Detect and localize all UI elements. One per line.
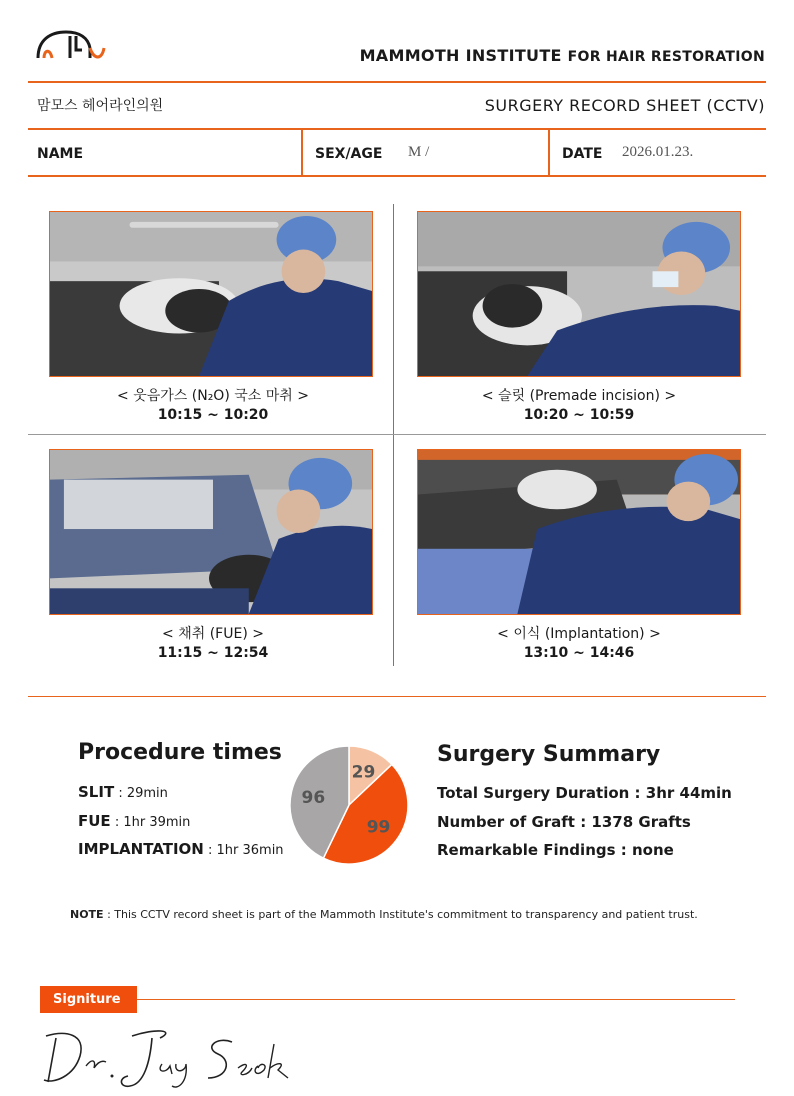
sheet-title: SURGERY RECORD SHEET (CCTV) (484, 96, 765, 115)
name-label: NAME (37, 146, 84, 162)
signature-tag: Signiture (40, 986, 137, 1013)
cctv-photo-anesthesia (49, 211, 373, 377)
procedure-time-row (78, 840, 284, 858)
row-label: FUE (78, 812, 111, 830)
procedure-time-row (78, 783, 168, 801)
clinic-name: 맘모스 헤어라인의원 (37, 98, 164, 114)
summary-row: Number of Graft : 1378 Grafts (437, 813, 691, 831)
cctv-photo-fue (49, 449, 373, 615)
brand-sub: FOR HAIR RESTORATION (567, 49, 765, 65)
divider (28, 81, 766, 83)
row-value: : 29min (114, 786, 168, 801)
divider (28, 696, 766, 697)
pie-slice-label: 29 (351, 762, 376, 783)
procedure-name: < 슬릿 (Premade incision) > (481, 388, 677, 404)
handwritten-signature (36, 1022, 306, 1092)
note-label: NOTE (70, 908, 104, 921)
row-label: IMPLANTATION (78, 840, 204, 858)
photo-caption (414, 387, 744, 425)
surgery-summary-title: Surgery Summary (437, 742, 661, 767)
photo-caption (48, 625, 378, 663)
grid-divider (393, 204, 394, 666)
procedure-time: 10:20 ~ 10:59 (523, 407, 635, 423)
field-separator (301, 129, 303, 176)
mammoth-logo-icon (36, 28, 106, 64)
row-label: SLIT (78, 783, 115, 801)
procedure-time-row (78, 812, 190, 830)
procedure-name: < 이식 (Implantation) > (497, 626, 661, 642)
field-separator (548, 129, 550, 176)
pie-slice-label: 96 (301, 787, 326, 808)
brand-name (360, 46, 765, 65)
divider (28, 128, 766, 130)
procedure-times-title: Procedure times (78, 740, 282, 765)
procedure-time: 10:15 ~ 10:20 (157, 407, 269, 423)
date-label: DATE (562, 146, 603, 162)
row-value: : 1hr 36min (203, 843, 284, 858)
summary-row: Total Surgery Duration : 3hr 44min (437, 784, 732, 802)
row-value: : 1hr 39min (110, 815, 191, 830)
cctv-photo-slit (417, 211, 741, 377)
sex-age-label: SEX/AGE (315, 146, 383, 162)
photo-caption (48, 387, 378, 425)
sex-age-value: M / (408, 144, 430, 160)
grid-divider (28, 434, 766, 435)
cctv-photo-implantation (417, 449, 741, 615)
note (70, 908, 698, 921)
date-value: 2026.01.23. (622, 144, 694, 160)
procedure-time: 11:15 ~ 12:54 (157, 645, 269, 661)
procedure-name: < 채취 (FUE) > (162, 626, 264, 642)
procedure-pie-chart (288, 744, 410, 866)
summary-row: Remarkable Findings : none (437, 841, 674, 859)
photo-caption (414, 625, 744, 663)
procedure-name: < 웃음가스 (N₂O) 국소 마취 > (117, 388, 309, 404)
signature-line (137, 999, 735, 1000)
brand-main: MAMMOTH INSTITUTE (359, 46, 562, 65)
procedure-time: 13:10 ~ 14:46 (523, 645, 635, 661)
note-text: : This CCTV record sheet is part of the Mammoth Institute's commitment to transparency and patient trust. (103, 908, 698, 921)
pie-slice-label: 99 (366, 817, 391, 838)
divider (28, 175, 766, 177)
